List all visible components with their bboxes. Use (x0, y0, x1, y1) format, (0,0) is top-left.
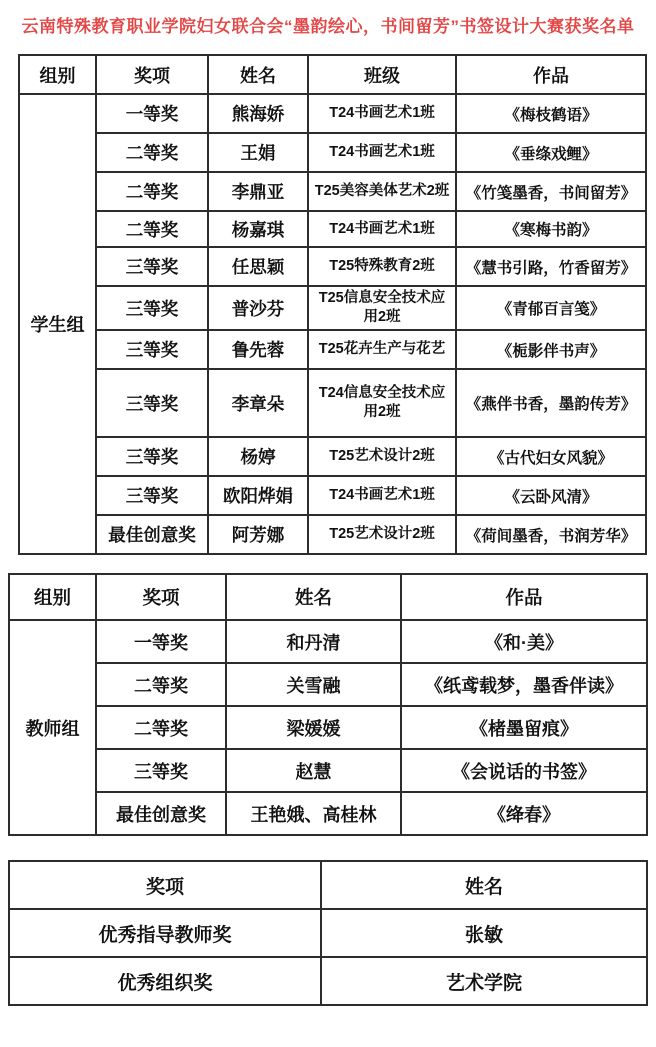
table-cell: 优秀组织奖 (9, 957, 321, 1005)
table-cell: 一等奖 (96, 620, 226, 663)
table-cell: T25美容美体艺术2班 (308, 172, 456, 211)
table-cell: T24书画艺术1班 (308, 94, 456, 133)
table-cell: 艺术学院 (321, 957, 647, 1005)
table-cell: 优秀指导教师奖 (9, 909, 321, 957)
column-header: 班级 (308, 55, 456, 94)
column-header: 作品 (456, 55, 646, 94)
table-row (9, 706, 647, 749)
table-row (19, 247, 646, 286)
table-row (19, 94, 646, 133)
table-row (19, 286, 646, 330)
table-row (19, 515, 646, 554)
table-cell: 熊海娇 (208, 94, 308, 133)
table-cell: 《楮墨留痕》 (401, 706, 647, 749)
table-cell: 二等奖 (96, 172, 208, 211)
table-cell: 三等奖 (96, 749, 226, 792)
table-cell: 普沙芬 (208, 286, 308, 330)
table-row (19, 437, 646, 476)
group-cell: 学生组 (19, 94, 96, 554)
header-row (19, 55, 646, 94)
table-cell: 三等奖 (96, 437, 208, 476)
table-cell: 王艳娥、高桂林 (226, 792, 401, 835)
table-cell: 张敏 (321, 909, 647, 957)
table-cell: 《会说话的书签》 (401, 749, 647, 792)
table-cell: 《古代妇女风貌》 (456, 437, 646, 476)
table-cell: T24信息安全技术应用2班 (308, 369, 456, 437)
column-header: 姓名 (208, 55, 308, 94)
table-cell: 《竹笺墨香，书间留芳》 (456, 172, 646, 211)
table-cell: 《栀影伴书声》 (456, 330, 646, 369)
table-row (9, 663, 647, 706)
table-cell: 《绛春》 (401, 792, 647, 835)
column-header: 姓名 (226, 574, 401, 620)
column-header: 作品 (401, 574, 647, 620)
student-group-table (18, 54, 647, 555)
table-cell: 杨嘉琪 (208, 211, 308, 247)
table-cell: 一等奖 (96, 94, 208, 133)
table-cell: 和丹清 (226, 620, 401, 663)
table-cell: T25艺术设计2班 (308, 515, 456, 554)
table-cell: 李鼎亚 (208, 172, 308, 211)
table-cell: 三等奖 (96, 247, 208, 286)
table-row (19, 369, 646, 437)
table-cell: T24书画艺术1班 (308, 211, 456, 247)
table-row (9, 620, 647, 663)
table-row (9, 749, 647, 792)
table-row (9, 957, 647, 1005)
table-cell: 三等奖 (96, 286, 208, 330)
table-cell: 《梅枝鹤语》 (456, 94, 646, 133)
table-cell: T25信息安全技术应用2班 (308, 286, 456, 330)
table-cell: 关雪融 (226, 663, 401, 706)
table-cell: T25特殊教育2班 (308, 247, 456, 286)
table-row (9, 909, 647, 957)
table-row (19, 211, 646, 247)
column-header: 奖项 (96, 55, 208, 94)
table-cell: 李章朵 (208, 369, 308, 437)
table-row (19, 330, 646, 369)
table-cell: 《云卧风清》 (456, 476, 646, 515)
table-cell: 鲁先蓉 (208, 330, 308, 369)
table-cell: 《纸鸢载梦，墨香伴读》 (401, 663, 647, 706)
table-cell: 任思颖 (208, 247, 308, 286)
table-cell: 二等奖 (96, 211, 208, 247)
table-cell: 杨婷 (208, 437, 308, 476)
table-cell: 赵慧 (226, 749, 401, 792)
table-cell: 最佳创意奖 (96, 792, 226, 835)
header-row (9, 574, 647, 620)
table-cell: 二等奖 (96, 706, 226, 749)
table-cell: 王娟 (208, 133, 308, 172)
page-title: 云南特殊教育职业学院妇女联合会“墨韵绘心，书间留芳”书签设计大赛获奖名单 (21, 17, 635, 36)
table-cell: 梁媛媛 (226, 706, 401, 749)
table-cell: T25花卉生产与花艺 (308, 330, 456, 369)
table-cell: 《青郁百言笺》 (456, 286, 646, 330)
column-header: 奖项 (9, 861, 321, 909)
table-cell: 《燕伴书香，墨韵传芳》 (456, 369, 646, 437)
table-cell: 《慧书引路，竹香留芳》 (456, 247, 646, 286)
table-cell: 《荷间墨香，书润芳华》 (456, 515, 646, 554)
column-header: 组别 (19, 55, 96, 94)
table-cell: 欧阳烨娟 (208, 476, 308, 515)
table-cell: 三等奖 (96, 369, 208, 437)
table-cell: 三等奖 (96, 476, 208, 515)
header-row (9, 861, 647, 909)
table-row (9, 792, 647, 835)
group-cell: 教师组 (9, 620, 96, 835)
table-cell: 二等奖 (96, 133, 208, 172)
table-cell: T25艺术设计2班 (308, 437, 456, 476)
table-cell: T24书画艺术1班 (308, 476, 456, 515)
table-cell: 阿芳娜 (208, 515, 308, 554)
column-header: 姓名 (321, 861, 647, 909)
table-row (19, 172, 646, 211)
table-row (19, 133, 646, 172)
table-row (19, 476, 646, 515)
table-cell: 《寒梅书韵》 (456, 211, 646, 247)
table-cell: T24书画艺术1班 (308, 133, 456, 172)
column-header: 奖项 (96, 574, 226, 620)
table-cell: 三等奖 (96, 330, 208, 369)
special-awards-table (8, 860, 648, 1006)
table-cell: 《和·美》 (401, 620, 647, 663)
table-cell: 二等奖 (96, 663, 226, 706)
column-header: 组别 (9, 574, 96, 620)
teacher-group-table (8, 573, 648, 836)
table-cell: 最佳创意奖 (96, 515, 208, 554)
table-cell: 《垂绦戏鲤》 (456, 133, 646, 172)
